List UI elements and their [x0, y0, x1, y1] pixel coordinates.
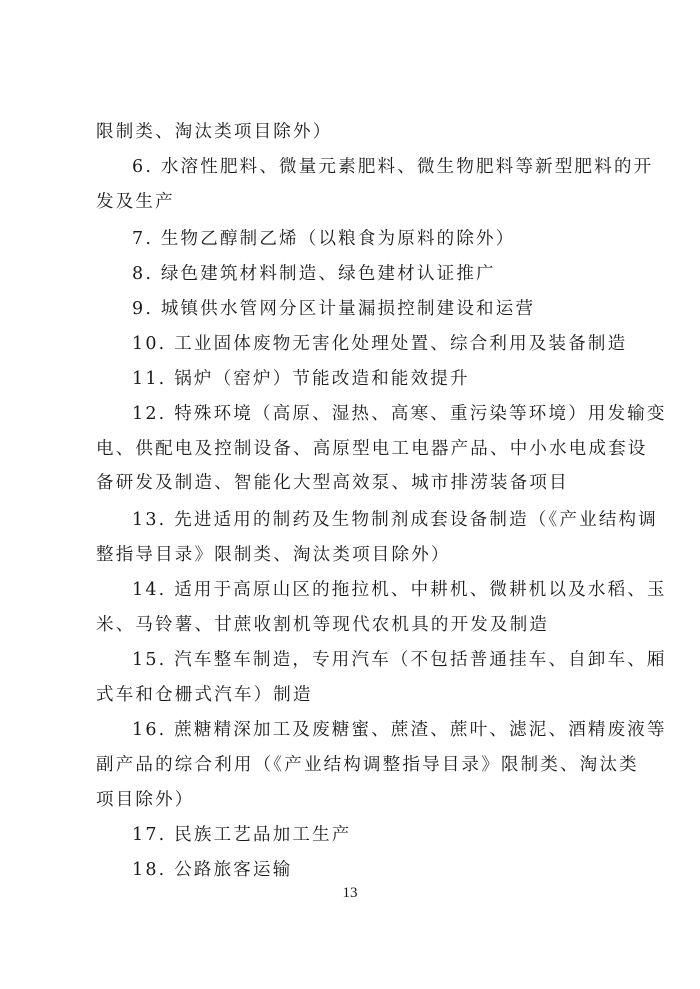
text-line: 电、供配电及控制设备、高原型电工电器产品、中小水电成套设	[96, 439, 648, 459]
text-line: 6. 水溶性肥料、微量元素肥料、微生物肥料等新型肥料的开	[132, 157, 654, 177]
text-line: 式车和仓栅式汽车）制造	[96, 685, 313, 705]
text-line: 项目除外）	[96, 790, 195, 810]
text-line: 14. 适用于高原山区的拖拉机、中耕机、微耕机以及水稻、玉	[132, 580, 667, 600]
text-line: 米、马铃薯、甘蔗收割机等现代农机具的开发及制造	[96, 615, 550, 635]
text-line: 10. 工业固体废物无害化处理处置、综合利用及装备制造	[132, 334, 628, 354]
text-line: 整指导目录》限制类、淘汰类项目除外）	[96, 545, 451, 565]
text-line: 15. 汽车整车制造，专用汽车（不包括普通挂车、自卸车、厢	[132, 650, 667, 670]
text-line: 副产品的综合利用（《产业结构调整指导目录》限制类、淘汰类	[96, 755, 639, 775]
text-line: 9. 城镇供水管网分区计量漏损控制建设和运营	[132, 299, 536, 319]
text-line: 17. 民族工艺品加工生产	[132, 825, 352, 845]
text-line: 11. 锅炉（窑炉）节能改造和能效提升	[132, 369, 470, 389]
text-line: 18. 公路旅客运输	[132, 860, 293, 880]
text-line: 备研发及制造、智能化大型高效泵、城市排涝装备项目	[96, 473, 569, 493]
page-number: 13	[342, 885, 358, 901]
text-line: 8. 绿色建筑材料制造、绿色建材认证推广	[132, 264, 496, 284]
text-line: 限制类、淘汰类项目除外）	[96, 122, 333, 142]
text-line: 13. 先进适用的制药及生物制剂成套设备制造（《产业结构调	[132, 510, 658, 530]
text-line: 12. 特殊环境（高原、湿热、高寒、重污染等环境）用发输变	[132, 404, 667, 424]
text-line: 7. 生物乙醇制乙烯（以粮食为原料的除外）	[132, 229, 516, 249]
text-line: 16. 蔗糖精深加工及废糖蜜、蔗渣、蔗叶、滤泥、酒精废液等	[132, 720, 667, 740]
text-line: 发及生产	[96, 192, 175, 212]
